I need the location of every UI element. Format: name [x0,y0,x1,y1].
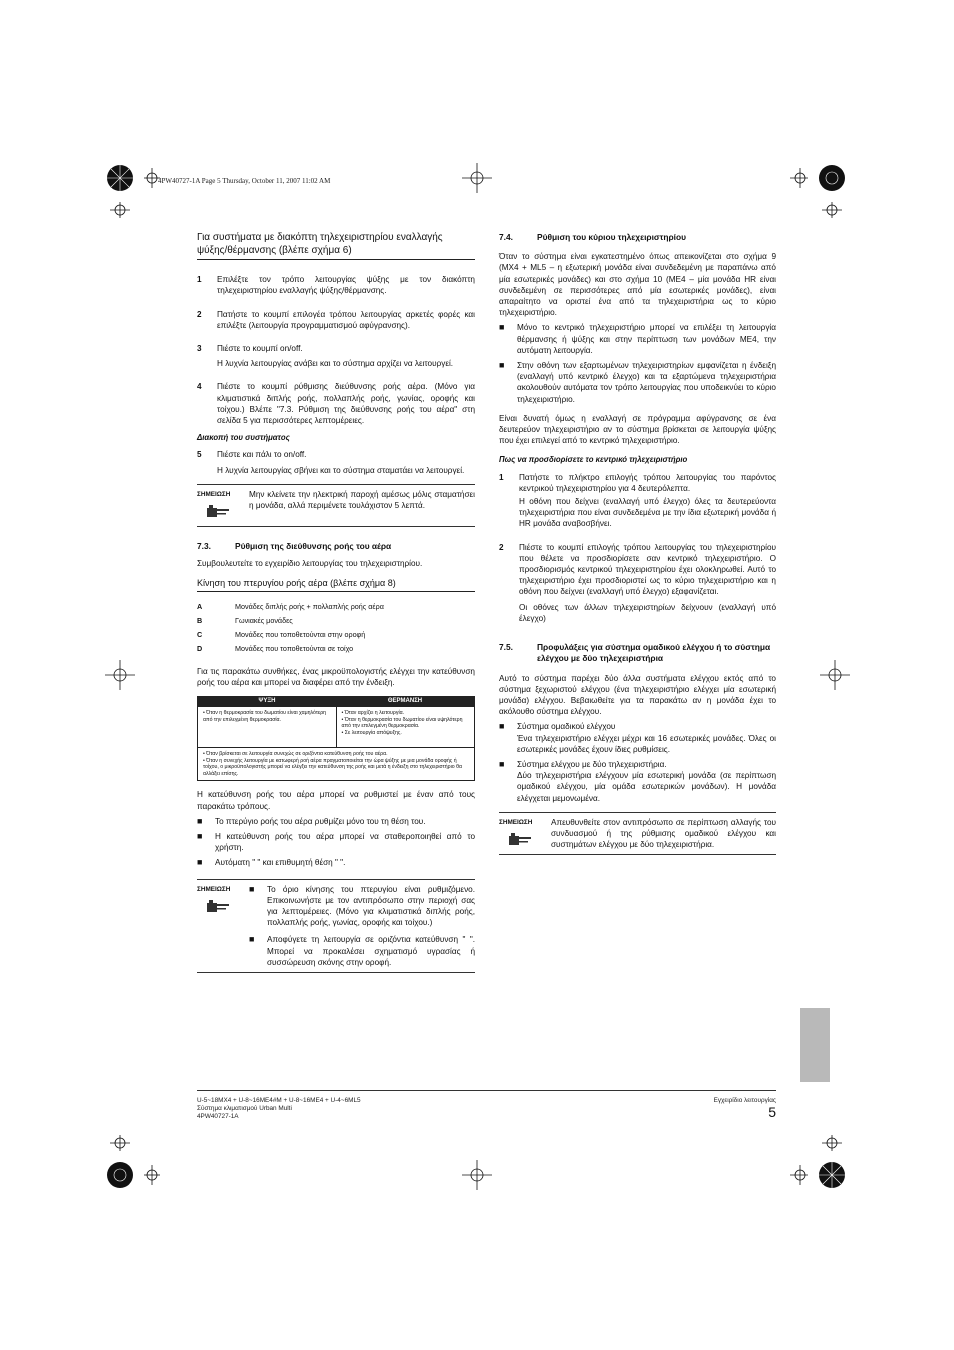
registration-mark-bottom-right [790,1135,850,1195]
hand-pointer-icon [205,504,231,518]
step-3: 3 Πιέστε το κουμπί on/off. Η λυχνία λειτουργίας ανάβει και το σύστημα αρχίζει να λειτουργεί. [197,344,454,369]
flap-item-a: A Μονάδες διπλής ροής + πολλαπλής ροής αέρα [197,601,384,611]
flap-title: Κίνηση του πτερυγίου ροής αέρα (βλέπε σχήμα 8) [197,578,475,592]
flap-item-d: D Μονάδες που τοποθετούνται σε τοίχο [197,643,354,653]
note-1: ΣΗΜΕΙΩΣΗ Μην κλείνετε την ηλεκτρική παροχή αμέσως μόλις σταματήσει η μονάδα, αλλά περιμένετε τουλάχιστον 5 λεπτά. [197,484,475,527]
note-label: ΣΗΜΕΙΩΣΗ [197,490,231,498]
section-7-4-title: 7.4. Ρύθμιση του κύριου τηλεχειριστηρίου [499,232,686,242]
dehumid-text: Είναι δυνατή όμως η εναλλαγή σε πρόγραμμα αφύγρανσης σε ένα δευτερεύον τηλεχειριστήριο αν το σύστημα βρίσκεται σε λειτουργία ψύξης που έχει επιλεγεί από το κεντρικό τηλεχειριστήριο. [499,413,776,446]
note-2-item-1: ■ Το όριο κίνησης του πτερυγίου είναι ρυθμιζόμενο. Επικοινωνήστε με τον αντιπρόσωπο στην περιοχή σας για λεπτομέρειες. (Μόνο για κλιματιστικά διπλής ροής, πολλαπλής ροής, γωνίας, οροφής και τοίχου.) [249,883,475,928]
print-header: 4PW40727-1A Page 5 Thursday, October 11, 2007 11:02 AM [158,177,331,185]
master-bullet-2: ■ Στην οθόνη των εξαρτωμένων τηλεχειριστηρίων εμφανίζεται η ένδειξη (εναλλαγή υπό κεντρικό έλεγχο) και τα εξαρτώμενα τηλεχειριστήρια ακολουθούν αυτόματα τον τρόπο λειτουργίας που υποδεικνύει το κύριο τηλεχειριστήριο. [499,360,776,404]
table-heat-3: • Σε λειτουργία απόψυξης. [341,729,402,736]
section-7-3-text: Συμβουλευτείτε το εγχειρίδιο λειτουργίας του τηλεχειριστηρίου. [197,559,423,569]
flap-item-b: B Γωνιακές μονάδες [197,615,293,625]
direction-bullet-2: ■ Η κατεύθυνση ροής του αέρα μπορεί να σταθεροποιηθεί από το χρήστη. [197,831,475,853]
step-1: 1 Επιλέξτε τον τρόπο λειτουργίας ψύξης με τον διακόπτη τηλεχειριστηρίου εναλλαγής ψύξης/θέρμανσης. [197,275,475,296]
section-7-5-text: Αυτό το σύστημα παρέχει δύο άλλα συστήματα ελέγχου εκτός από το σύστημα ξεχωριστού ελέγχου (ένα τηλεχειριστήριο ελέγχει μία εσωτερική μονάδα) ελέγχου. Βεβαιωθείτε για τα παρακάτω αν η μονάδα έχει το ακόλουθο σύστημα ελέγχου. [499,673,776,717]
flap-item-c: C Μονάδες που τοποθετούνται στην οροφή [197,629,366,639]
table-heat-1: • Όταν αρχίζει η λειτουργία. [341,710,405,717]
table-header-cool: ΨΥΞΗ [258,698,276,705]
table-full-2: • Όταν η συνεχής λειτουργία με κατωφερή ροή αέρα πραγματοποιείται την ώρα ψύξης με μια μονάδα οροφής ή τοίχου, ο μικροϋπολογιστής μπορεί να ελέγξει την κατεύθυνση της ροής και μετά η ένδειξη στο τηλεχειριστήριο θα αλλάξει επίσης. [203,757,463,777]
control-bullet-2: ■ Σύστημα ελέγχου με δύο τηλεχειριστήρια. Δύο τηλεχειριστήρια ελέγχουν μία εσωτερική μονάδα (σε περίπτωση ομαδικού ελέγχου, μία ομάδα εσωτερικών μονάδων). Η μονάδα ελέγχεται μεμονωμένα. [499,758,776,803]
section-7-4-text: Όταν το σύστημα είναι εγκατεστημένο όπως απεικονίζεται στο σχήμα 9 (MX4 + ML5 – η εξωτερική μονάδα είναι συνδεδεμένη με παραπάνω από μία εσωτερικές μονάδες) και στο σχήμα 10 (ME4 – μία μονάδα HR είναι συνδεδεμένη σε περισσότερες από μία εσωτερικές μονάδες), είναι απαραίτητο να οριστεί ένα από τα τηλεχειριστήρια ως το κύριο τηλεχειριστήριο. [499,252,776,318]
table-heat-2: • Όταν η θερμοκρασία του δωματίου είναι υψηλότερη από την επιλεγμένη θερμοκρασία. [341,716,463,730]
registration-mark-bottom-center [462,1160,492,1190]
step-4: 4 Πιέστε το κουμπί ρύθμισης διεύθυνσης ροής αέρα. (Μόνο για κλιματιστικά διπλής ροής, πολλαπλής ροής, γωνίας, οροφής και τοίχου.) Βλέπε "7.3. Ρύθμιση της διεύθυνσης ροής του αέρα" στη σελίδα 5 για περισσότερες λεπτομέρειες. [197,382,475,426]
footer-manual-title: Εγχειρίδιο λειτουργίας [713,1097,776,1104]
registration-mark-right-middle [820,660,850,690]
stop-title: Διακοπή του συστήματος [197,433,290,443]
direction-text: Η κατεύθυνση ροής του αέρα μπορεί να ρυθμιστεί με έναν από τους παρακάτω τρόπους. [197,790,475,811]
note-3: ΣΗΜΕΙΩΣΗ Απευθυνθείτε στον αντιπρόσωπο σε περίπτωση αλλαγής του συνδυασμού ή της ρύθμισης ομαδικού ελέγχου και συστημάτων ελέγχου με δύο τηλεχειριστήρια. [499,812,776,856]
registration-mark-top-left [100,158,160,218]
registration-mark-top-center [462,163,492,193]
page-number: 5 [768,1104,776,1120]
note-2-item-2: ■ Αποφύγετε τη λειτουργία σε οριζόντια κατεύθυνση " ". Μπορεί να προκαλέσει σχηματισμό υγρασίας ή συσσώρευση σκόνης στην οροφή. [249,934,475,967]
control-bullet-1: ■ Σύστημα ομαδικού ελέγχου Ένα τηλεχειριστήριο ελέγχει μέχρι και 16 εσωτερικές μονάδες. Όλες οι εσωτερικές μονάδες έχουν ίδιες ρυθμίσεις. [499,721,776,754]
hand-pointer-icon [507,832,533,846]
table-header-heat: ΘΕΡΜΑΝΣΗ [387,698,423,705]
how-step-2: 2 Πιέστε το κουμπί επιλογής τρόπου λειτουργίας του τηλεχειριστηρίου που θέλετε να προσδιορίσετε σαν κεντρικό τηλεχειριστήριο. Ο προσδιορισμός κεντρικού τηλεχειριστηρίου έχει ολοκληρωθεί. Αυτό το τηλεχειριστήριο έχει προσδιοριστεί ως το κύριο τηλεχειριστήριο και η οθόνη που δείχνει (εναλλαγή υπό έλεγχο) εξαφανίζεται. Οι οθόνες των άλλων τηλεχειριστηρίων δείχνουν (εναλλαγή υπό έλεγχο) [499,542,776,623]
step-2: 2 Πατήστε το κουμπί επιλογέα τρόπου λειτουργίας αρκετές φορές και επιλέξτε (λειτουργία προγραμματισμού αφύγρανσης). [197,309,475,330]
right-column [499,232,776,855]
section-7-5-title: 7.5. Προφυλάξεις για σύστημα ομαδικού ελέγχου ή το σύστημα ελέγχου με δύο τηλεχειριστήρια [499,642,771,664]
intro-title: Για συστήματα με διακόπτη τηλεχειριστηρίου εναλλαγής ψύξης/θέρμανσης (βλέπε σχήμα 6) [197,232,475,260]
conditions-table [197,696,475,781]
hand-pointer-icon [205,899,231,913]
left-column [197,232,475,973]
registration-mark-top-right [790,158,850,218]
how-step-1: 1 Πατήστε το πλήκτρο επιλογής τρόπου λειτουργίας του παρόντος κεντρικού τηλεχειριστηρίου για 4 δευτερόλεπτα. Η οθόνη που δείχνει (εναλλαγή υπό έλεγχο) όλες τα δευτερεύοντα τηλεχειριστήρια που είναι συνδεδεμένα με την ίδια εξωτερική μονάδα ή HR μονάδα αναβοσβήνει. [499,472,776,529]
chapter-tab [800,1008,830,1082]
section-7-3-title: 7.3. Ρύθμιση της διεύθυνσης ροής του αέρα [197,541,392,552]
micro-text: Για τις παρακάτω συνθήκες, ένας μικροϋπολογιστής ελέγχει την κατεύθυνση ροής του αέρα και μπορεί να διαφέρει από την ένδειξη. [197,666,475,687]
master-bullet-1: ■ Μόνο το κεντρικό τηλεχειριστήριο μπορεί να επιλέξει τη λειτουργία θέρμανσης ή ψύξης και στην περίπτωση των μονάδων ME4, την αυτόματη λειτουργία. [499,322,776,355]
direction-bullet-3: ■ Αυτόματη " " και επιθυμητή θέση " ". [197,857,346,868]
footer-model-info: U-5~18MX4 + U-8~16ME4#M + U-8~16ME4 + U-4~6ML5 Σύστημα κλιματισμού Urban Multi 4PW40727-1A [197,1097,361,1121]
table-cool-1: • Όταν η θερμοκρασία του δωματίου είναι χαμηλότερη από την επιλεγμένη θερμοκρασία. [203,710,327,723]
step-5: 5 Πιέστε και πάλι το on/off. Η λυχνία λειτουργίας σβήνει και το σύστημα σταματάει να λειτουργεί. [197,450,465,475]
note-2: ΣΗΜΕΙΩΣΗ ■ Το όριο κίνησης του πτερυγίου είναι ρυθμιζόμενο. Επικοινωνήστε με τον αντιπρόσωπο στην περιοχή σας για λεπτομέρειες. (Μόνο για κλιματιστικά διπλής ροής, πολλαπλής ροής, γωνίας, οροφής και τοίχου.) ■ Αποφύγετε τη λειτουργία σε οριζόντια κατεύθυνση " ". Μπορεί να προκαλέσει σχηματισμό υγρασίας ή συσσώρευση σκόνης στην οροφή. [197,879,475,973]
footer-rule [197,1090,776,1091]
registration-mark-bottom-left [100,1135,160,1195]
direction-bullet-1: ■ Το πτερύγιο ροής του αέρα ρυθμίζει μόνο του τη θέση του. [197,815,426,826]
how-title: Πως να προσδιορίσετε το κεντρικό τηλεχειριστήριο [499,455,688,465]
registration-mark-left-middle [105,660,135,690]
table-full-1: • Όταν βρίσκεται σε λειτουργία συνεχώς σε οριζόντια κατεύθυνση ροής του αέρα. [203,751,388,758]
